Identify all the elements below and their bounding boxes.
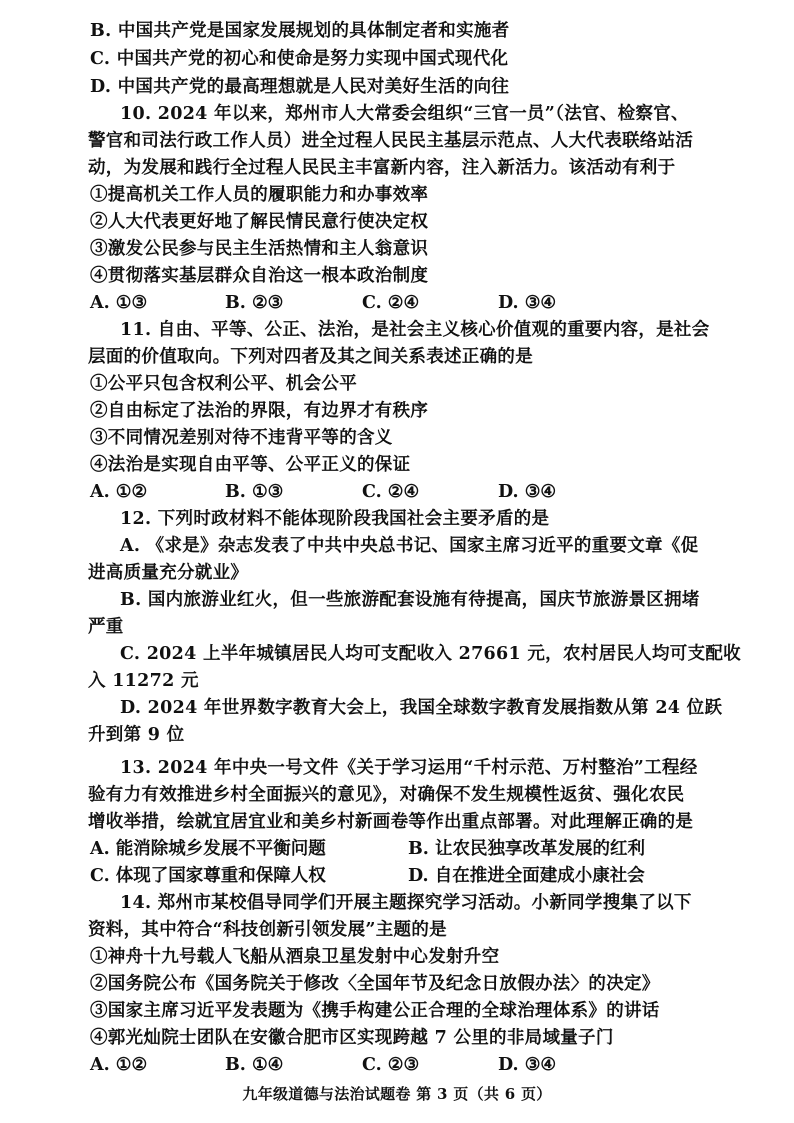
q12-stem: 12. 下列时政材料不能体现阶段我国社会主要矛盾的是 bbox=[120, 509, 550, 529]
q9-option-d: D. 中国共产党的最高理想就是人民对美好生活的向往 bbox=[90, 77, 510, 97]
q13-stem-line-1: 13. 2024 年中央一号文件《关于学习运用“千村示范、万村整治”工程经 bbox=[120, 758, 698, 778]
q11-statement-4: ④法治是实现自由平等、公平正义的保证 bbox=[90, 455, 411, 475]
q11-option-d: D. ③④ bbox=[498, 482, 557, 502]
q10-statement-3: ③激发公民参与民主生活热情和主人翁意识 bbox=[90, 239, 429, 259]
q14-stem-line-2: 资料，其中符合“科技创新引领发展”主题的是 bbox=[88, 920, 447, 940]
q11-option-c: C. ②④ bbox=[362, 482, 420, 502]
q14-statement-2: ②国务院公布《国务院关于修改〈全国年节及纪念日放假办法〉的决定》 bbox=[90, 974, 660, 994]
q11-statement-2: ②自由标定了法治的界限，有边界才有秩序 bbox=[90, 401, 429, 421]
q12-option-d-line-1: D. 2024 年世界数字教育大会上，我国全球数字教育发展指数从第 24 位跃 bbox=[120, 698, 723, 718]
q11-option-b: B. ①③ bbox=[225, 482, 284, 502]
q11-options bbox=[90, 479, 730, 505]
q10-options bbox=[90, 290, 730, 316]
q14-statement-1: ①神舟十九号载人飞船从酒泉卫星发射中心发射升空 bbox=[90, 947, 500, 967]
q11-option-a: A. ①② bbox=[90, 482, 148, 502]
q12-option-b-line-2: 严重 bbox=[88, 617, 124, 637]
q9-option-b: B. 中国共产党是国家发展规划的具体制定者和实施者 bbox=[90, 21, 510, 41]
page-footer: 九年级道德与法治试题卷 第 3 页（共 6 页） bbox=[242, 1085, 552, 1103]
q12-option-b-line-1: B. 国内旅游业红火，但一些旅游配套设施有待提高，国庆节旅游景区拥堵 bbox=[120, 590, 700, 610]
q10-option-a: A. ①③ bbox=[90, 293, 148, 313]
q11-statement-3: ③不同情况差别对待不违背平等的含义 bbox=[90, 428, 393, 448]
q13-options-row-1 bbox=[90, 836, 730, 862]
q14-statement-4: ④郭光灿院士团队在安徽合肥市区实现跨越 7 公里的非局域量子门 bbox=[90, 1028, 614, 1048]
q10-statement-2: ②人大代表更好地了解民情民意行使决定权 bbox=[90, 212, 429, 232]
q10-statement-4: ④贯彻落实基层群众自治这一根本政治制度 bbox=[90, 266, 429, 286]
q13-option-c: C. 体现了国家尊重和保障人权 bbox=[90, 866, 326, 886]
q12-option-c-line-1: C. 2024 上半年城镇居民人均可支配收入 27661 元，农村居民人均可支配收 bbox=[120, 644, 741, 664]
q13-option-b: B. 让农民独享改革发展的红利 bbox=[408, 839, 645, 859]
q12-option-d-line-2: 升到第 9 位 bbox=[88, 725, 185, 745]
q10-statement-1: ①提高机关工作人员的履职能力和办事效率 bbox=[90, 185, 429, 205]
q13-stem-line-3: 增收举措，绘就宜居宜业和美乡村新画卷等作出重点部署。对此理解正确的是 bbox=[88, 812, 694, 832]
q11-stem-line-1: 11. 自由、平等、公正、法治，是社会主义核心价值观的重要内容，是社会 bbox=[120, 320, 710, 340]
q10-option-b: B. ②③ bbox=[225, 293, 284, 313]
q10-stem-line-1: 10. 2024 年以来，郑州市人大常委会组织“三官一员”（法官、检察官、 bbox=[120, 104, 689, 124]
q10-option-d: D. ③④ bbox=[498, 293, 557, 313]
q13-option-a: A. 能消除城乡发展不平衡问题 bbox=[90, 839, 326, 859]
q14-statement-3: ③国家主席习近平发表题为《携手构建公正合理的全球治理体系》的讲话 bbox=[90, 1001, 660, 1021]
q12-option-c-line-2: 入 11272 元 bbox=[88, 671, 199, 691]
q10-option-c: C. ②④ bbox=[362, 293, 420, 313]
q11-stem-line-2: 层面的价值取向。下列对四者及其之间关系表述正确的是 bbox=[88, 347, 533, 367]
q14-option-d: D. ③④ bbox=[498, 1055, 557, 1075]
q11-statement-1: ①公平只包含权利公平、机会公平 bbox=[90, 374, 357, 394]
q10-stem-line-2: 警官和司法行政工作人员）进全过程人民民主基层示范点、人大代表联络站活 bbox=[88, 131, 694, 151]
q14-option-a: A. ①② bbox=[90, 1055, 148, 1075]
q12-option-a-line-1: A. 《求是》杂志发表了中共中央总书记、国家主席习近平的重要文章《促 bbox=[120, 536, 699, 556]
q14-options bbox=[90, 1052, 730, 1078]
q13-stem-line-2: 验有力有效推进乡村全面振兴的意见》，对确保不发生规模性返贫、强化农民 bbox=[88, 785, 685, 805]
q9-option-c: C. 中国共产党的初心和使命是努力实现中国式现代化 bbox=[90, 49, 509, 69]
q13-option-d: D. 自在推进全面建成小康社会 bbox=[408, 866, 645, 886]
q14-stem-line-1: 14. 郑州市某校倡导同学们开展主题探究学习活动。小新同学搜集了以下 bbox=[120, 893, 692, 913]
q10-stem-line-3: 动，为发展和践行全过程人民民主丰富新内容，注入新活力。该活动有利于 bbox=[88, 158, 676, 178]
q14-option-b: B. ①④ bbox=[225, 1055, 284, 1075]
q13-options-row-2 bbox=[90, 863, 730, 889]
q14-option-c: C. ②③ bbox=[362, 1055, 420, 1075]
q12-option-a-line-2: 进高质量充分就业》 bbox=[88, 563, 249, 583]
